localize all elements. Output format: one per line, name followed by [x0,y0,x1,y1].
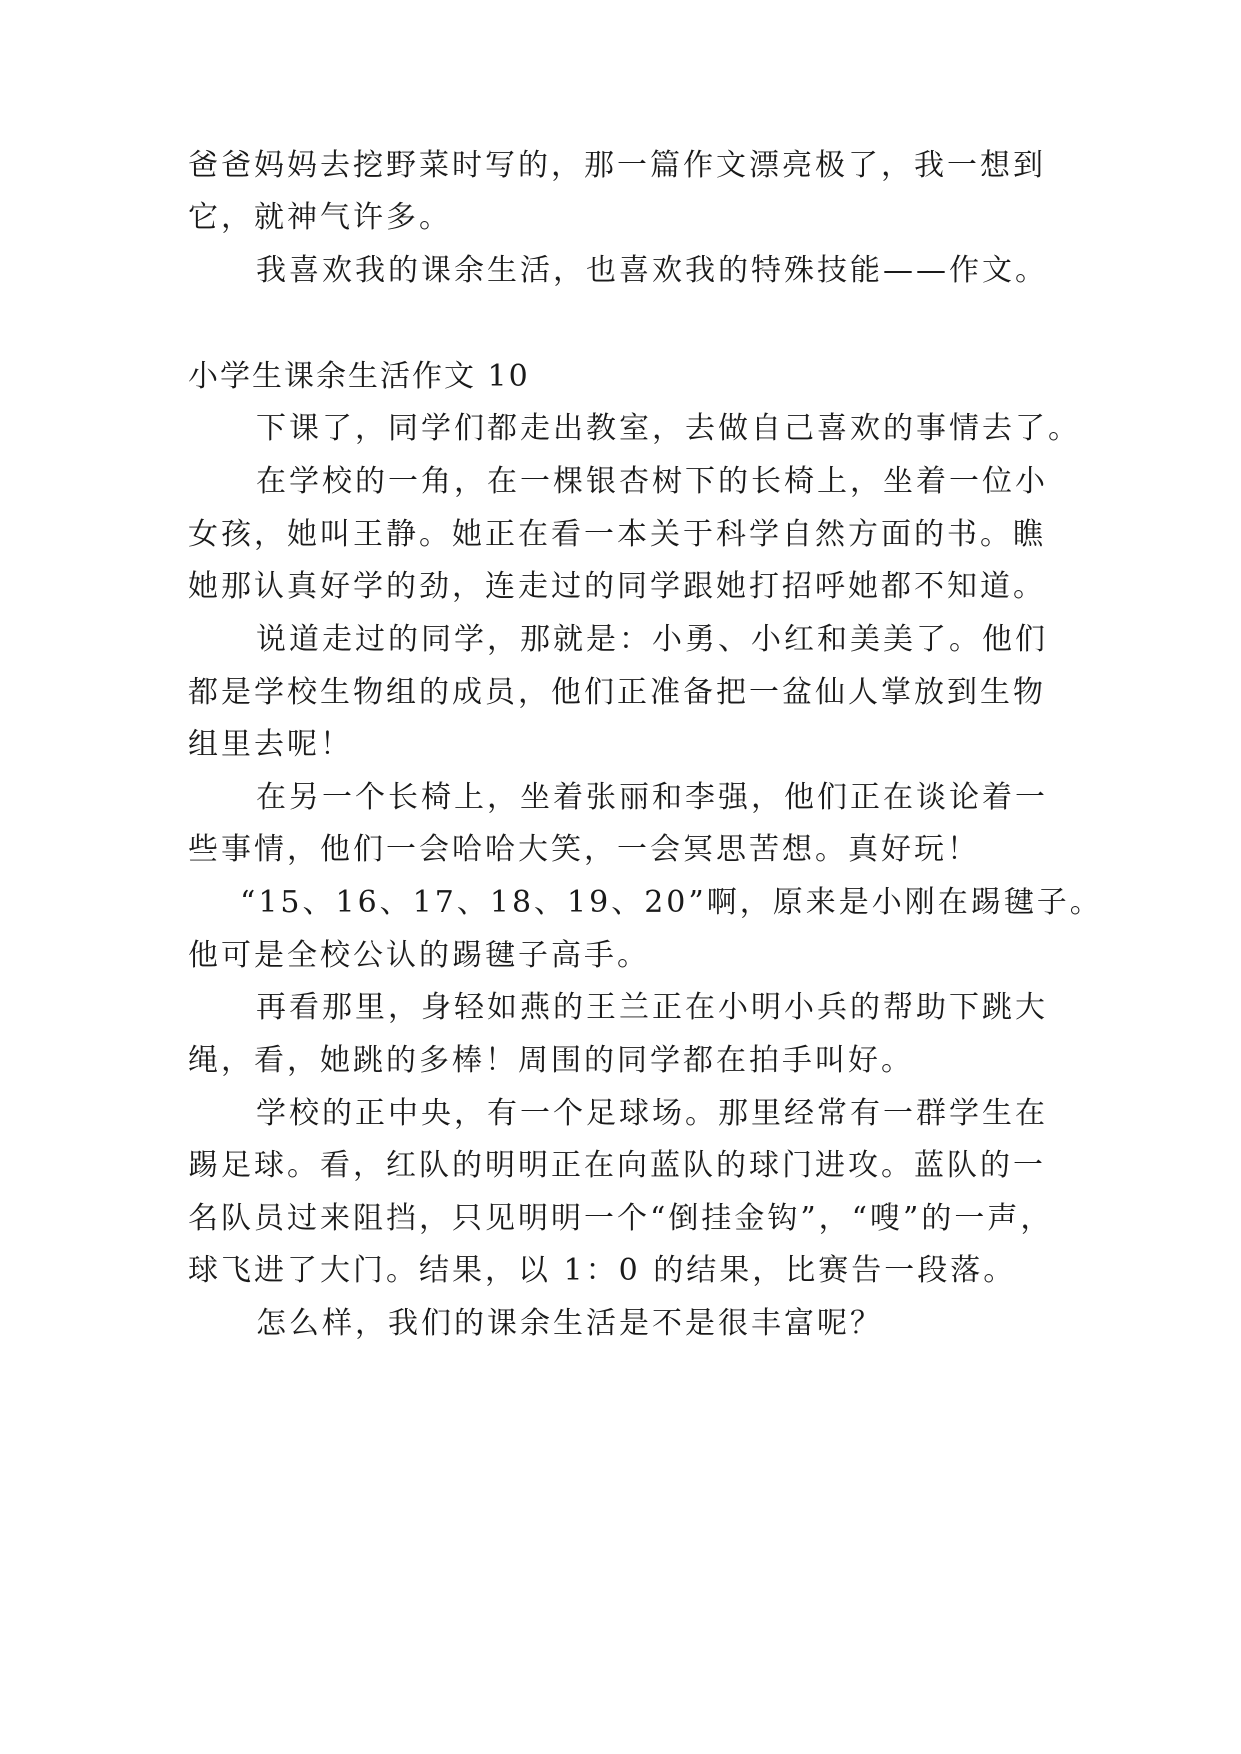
paragraph-line: 学校的正中央，有一个足球场。那里经常有一群学生在 [256,1096,1048,1131]
paragraph-line: 说道走过的同学，那就是：小勇、小红和美美了。他们 [256,622,1048,657]
paragraph-line: 她那认真好学的劲，连走过的同学跟她打招呼她都不知道。 [188,569,1046,604]
paragraph-line: 绳，看，她跳的多棒！周围的同学都在拍手叫好。 [188,1043,914,1078]
paragraph-line: 名队员过来阻挡，只见明明一个“倒挂金钩”，“嗖”的一声， [188,1201,1054,1236]
paragraph-line: 踢足球。看，红队的明明正在向蓝队的球门进攻。蓝队的一 [188,1148,1046,1183]
paragraph-line: 女孩，她叫王静。她正在看一本关于科学自然方面的书。瞧 [188,517,1046,552]
paragraph-line: 在另一个长椅上，坐着张丽和李强，他们正在谈论着一 [256,780,1048,815]
paragraph-line: 球飞进了大门。结果，以 1：0 的结果，比赛告一段落。 [188,1253,1017,1288]
paragraph-line: 我喜欢我的课余生活，也喜欢我的特殊技能——作文。 [256,253,1048,288]
paragraph-line: 些事情，他们一会哈哈大笑，一会冥思苦想。真好玩！ [188,832,980,867]
paragraph-line: 爸爸妈妈去挖野菜时写的，那一篇作文漂亮极了，我一想到 [188,148,1046,183]
paragraph-line: “15、16、17、18、19、20”啊，原来是小刚在踢毽子。 [240,885,1103,920]
paragraph-line: 在学校的一角，在一棵银杏树下的长椅上，坐着一位小 [256,464,1048,499]
paragraph-line: 它，就神气许多。 [188,200,452,235]
paragraph-line: 下课了，同学们都走出教室，去做自己喜欢的事情去了。 [256,411,1081,446]
essay-title: 小学生课余生活作文 10 [188,359,530,394]
paragraph-line: 他可是全校公认的踢毽子高手。 [188,938,650,973]
paragraph-line: 都是学校生物组的成员，他们正准备把一盆仙人掌放到生物 [188,675,1046,710]
paragraph-line: 再看那里，身轻如燕的王兰正在小明小兵的帮助下跳大 [256,990,1048,1025]
paragraph-line: 组里去呢！ [188,727,353,762]
paragraph-line: 怎么样，我们的课余生活是不是很丰富呢？ [256,1306,883,1341]
